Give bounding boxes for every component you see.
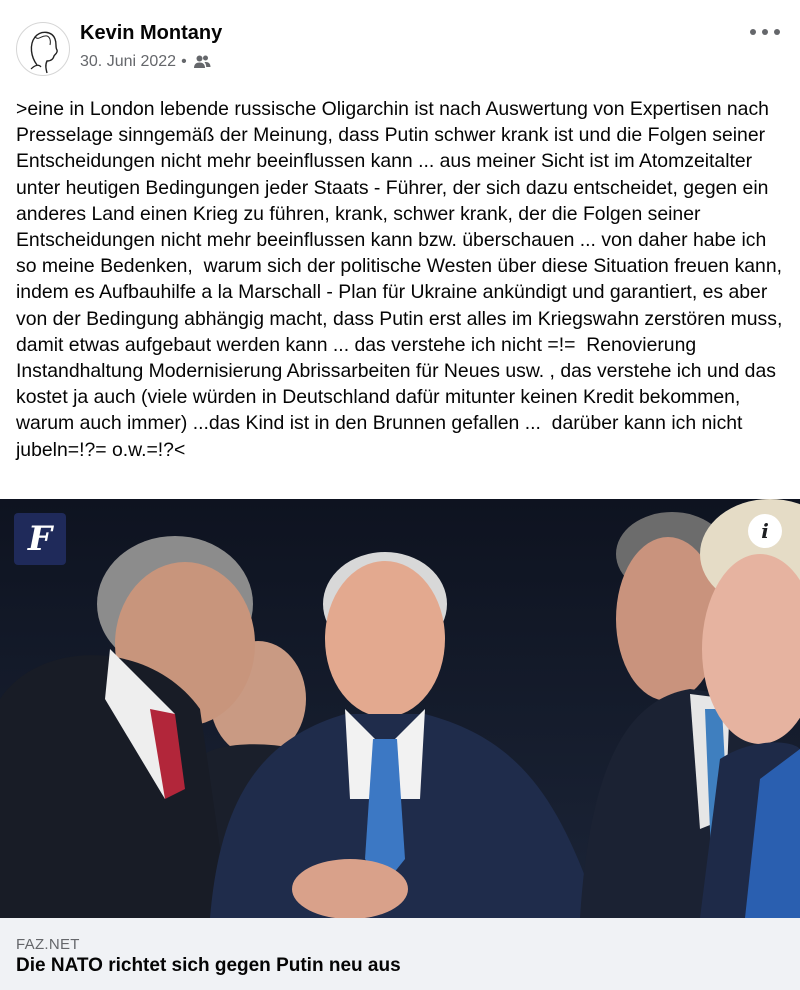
info-button[interactable]: i: [748, 514, 782, 548]
avatar-sketch-icon: [17, 23, 69, 75]
link-title[interactable]: Die NATO richtet sich gegen Putin neu aus: [16, 955, 401, 976]
author-name[interactable]: Kevin Montany: [80, 22, 223, 44]
publisher-logo: F: [14, 513, 66, 565]
link-preview-footer[interactable]: [0, 918, 800, 990]
more-horizontal-icon-dot: [774, 29, 780, 35]
more-horizontal-icon-dot: [750, 29, 756, 35]
more-horizontal-icon-dot: [762, 29, 768, 35]
post-date[interactable]: 30. Juni 2022: [80, 53, 177, 70]
meta-separator: •: [181, 53, 187, 70]
news-photo: [0, 499, 800, 918]
link-domain: FAZ.NET: [16, 936, 80, 953]
more-options-button[interactable]: [750, 22, 780, 42]
post-meta: [80, 51, 211, 73]
post-header: [0, 0, 800, 90]
post-text: >eine in London lebende russische Oligarchin ist nach Auswertung von Expertisen nach Presselage sinngemäß der Meinung, dass Putin schwer krank ist und die Folgen seiner Entscheidungen nicht mehr beeinflussen kann ... aus meiner Sicht ist im Atomzeitalter unter heutigen Bedingungen jeder Staats - Führer, der sich dazu entscheidet, gegen ein anderes Land einen Krieg zu führen, krank, schwer krank, der die Folgen seiner Entscheidungen nicht mehr beeinflussen kann bzw. überschauen ... von daher habe ich so meine Bedenken, warum sich der politische Westen über diese Situation freuen kann, indem es Aufbauhilfe a la Marschall - Plan für Ukraine ankündigt und garantiert, es aber von der Bedingung abhängig macht, dass Putin erst alles im Kriegswahn zerstören muss, damit etwas aufgebaut werden kann ... das verstehe ich nicht =!= Renovierung Instandhaltung Modernisierung Abrissarbeiten für Neues usw. , das verstehe ich und das kostet ja auch (viele würden in Deutschland dafür mitunter keinen Kredit bekommen, warum auch immer) ...das Kind ist in den Brunnen gefallen ... darüber kann ich nicht jubeln=!?= o.w.=!?<: [16, 98, 788, 461]
link-preview-image[interactable]: [0, 499, 800, 918]
friends-icon[interactable]: [193, 54, 211, 70]
author-avatar[interactable]: [16, 22, 70, 76]
